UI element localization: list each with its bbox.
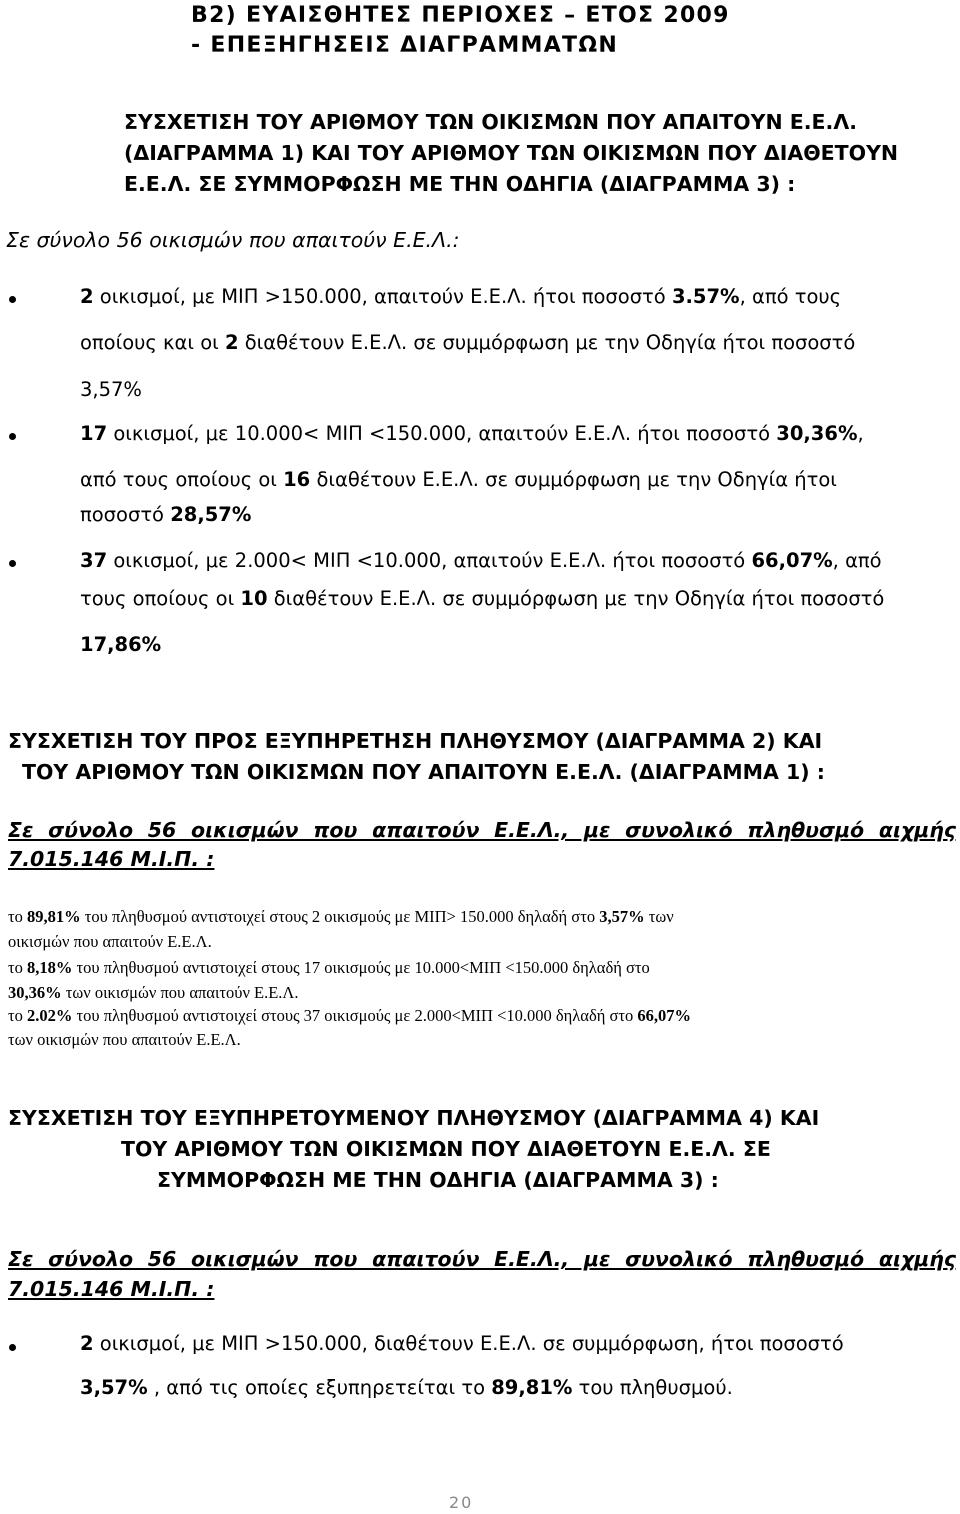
bullet-icon — [9, 560, 16, 567]
section3-heading-line1: ΣΥΣΧΕΤΙΣΗ ΤΟΥ ΕΞΥΠΗΡΕΤΟΥΜΕΝΟΥ ΠΛΗΘΥΣΜΟΥ (ΔΙΑΓΡΑΜΜΑ 4) ΚΑΙ — [8, 1106, 820, 1130]
section1-lead: Σε σύνολο 56 οικισμών που απαιτούν Ε.Ε.Λ.: — [6, 228, 460, 252]
section1-heading-line2: (ΔΙΑΓΡΑΜΜΑ 1) ΚΑΙ ΤΟΥ ΑΡΙΘΜΟΥ ΤΩΝ ΟΙΚΙΣΜΩΝ ΠΟΥ ΔΙΑΘΕΤΟΥΝ — [124, 141, 899, 165]
section2-lead-line2: 7.015.146 Μ.Ι.Π. : — [8, 847, 215, 871]
section3-lead-line2: 7.015.146 Μ.Ι.Π. : — [8, 1277, 215, 1301]
s1-bullet3-line3: 17,86% — [80, 633, 162, 656]
s2-paragraph3-line2: των οικισμών που απαιτούν Ε.Ε.Λ. — [8, 1030, 241, 1049]
s1-bullet3-line1: 37 οικισμοί, με 2.000< ΜΙΠ <10.000, απαιτούν Ε.Ε.Λ. ήτοι ποσοστό 66,07%, από — [80, 549, 882, 572]
s3-bullet-line1: 2 οικισμοί, με ΜΙΠ >150.000, διαθέτουν Ε.Ε.Λ. σε συμμόρφωση, ήτοι ποσοστό — [80, 1332, 844, 1355]
bullet-icon — [9, 1344, 16, 1351]
s1-bullet3-line2: τους οποίους οι 10 διαθέτουν Ε.Ε.Λ. σε συμμόρφωση με την Οδηγία ήτοι ποσοστό — [80, 587, 885, 610]
section3-heading-line3: ΣΥΜΜΟΡΦΩΣΗ ΜΕ ΤΗΝ ΟΔΗΓΙΑ (ΔΙΑΓΡΑΜΜΑ 3) : — [157, 1168, 719, 1192]
section2-heading-line1: ΣΥΣΧΕΤΙΣΗ ΤΟΥ ΠΡΟΣ ΕΞΥΠΗΡΕΤΗΣΗ ΠΛΗΘΥΣΜΟΥ (ΔΙΑΓΡΑΜΜΑ 2) ΚΑΙ — [8, 729, 823, 753]
section1-heading-line3: Ε.Ε.Λ. ΣΕ ΣΥΜΜΟΡΦΩΣΗ ΜΕ ΤΗΝ ΟΔΗΓΙΑ (ΔΙΑΓΡΑΜΜΑ 3) : — [124, 172, 796, 196]
s1-bullet2-line2: από τους οποίους οι 16 διαθέτουν Ε.Ε.Λ. σε συμμόρφωση με την Οδηγία ήτοι — [80, 468, 837, 491]
s2-paragraph1-line2: οικισμών που απαιτούν Ε.Ε.Λ. — [8, 932, 212, 951]
s2-paragraph3-line1: το 2.02% του πληθυσμού αντιστοιχεί στους 37 οικισμούς με 2.000<ΜΙΠ <10.000 δηλαδή στο 66,07% — [8, 1006, 692, 1025]
s2-paragraph2-line2: 30,36% των οικισμών που απαιτούν Ε.Ε.Λ. — [8, 983, 299, 1002]
section3-heading-line2: ΤΟΥ ΑΡΙΘΜΟΥ ΤΩΝ ΟΙΚΙΣΜΩΝ ΠΟΥ ΔΙΑΘΕΤΟΥΝ Ε.Ε.Λ. ΣΕ — [121, 1137, 771, 1161]
s1-bullet1-line1: 2 οικισμοί, με ΜΙΠ >150.000, απαιτούν Ε.Ε.Λ. ήτοι ποσοστό 3.57%, από τους — [80, 285, 842, 308]
s1-bullet2-line3: ποσοστό 28,57% — [80, 503, 252, 526]
document-title-line2: - ΕΠΕΞΗΓΗΣΕΙΣ ΔΙΑΓΡΑΜΜΑΤΩΝ — [191, 33, 619, 58]
s2-paragraph2-line1: το 8,18% του πληθυσμού αντιστοιχεί στους 17 οικισμούς με 10.000<ΜΙΠ <150.000 δηλαδή στο — [8, 958, 650, 977]
page-number: 20 — [449, 1493, 474, 1512]
document-title-line1: Β2) ΕΥΑΙΣΘΗΤΕΣ ΠΕΡΙΟΧΕΣ – ΕΤΟΣ 2009 — [191, 3, 730, 28]
bullet-icon — [9, 433, 16, 440]
section2-lead-line1: Σε σύνολο 56 οικισμών που απαιτούν Ε.Ε.Λ., με συνολικό πληθυσμό αιχμής — [8, 818, 956, 842]
section1-heading-line1: ΣΥΣΧΕΤΙΣΗ ΤΟΥ ΑΡΙΘΜΟΥ ΤΩΝ ΟΙΚΙΣΜΩΝ ΠΟΥ ΑΠΑΙΤΟΥΝ Ε.Ε.Λ. — [124, 110, 857, 134]
s1-bullet2-line1: 17 οικισμοί, με 10.000< ΜΙΠ <150.000, απαιτούν Ε.Ε.Λ. ήτοι ποσοστό 30,36%, — [80, 422, 864, 445]
s1-bullet1-line2: οποίους και οι 2 διαθέτουν Ε.Ε.Λ. σε συμμόρφωση με την Οδηγία ήτοι ποσοστό — [80, 331, 856, 354]
section2-heading-line2: ΤΟΥ ΑΡΙΘΜΟΥ ΤΩΝ ΟΙΚΙΣΜΩΝ ΠΟΥ ΑΠΑΙΤΟΥΝ Ε.Ε.Λ. (ΔΙΑΓΡΑΜΜΑ 1) : — [22, 760, 825, 784]
s1-bullet1-line3: 3,57% — [80, 378, 142, 401]
bullet-icon — [9, 296, 16, 303]
s3-bullet-line2: 3,57% , από τις οποίες εξυπηρετείται το 89,81% του πληθυσμού. — [80, 1376, 733, 1399]
s2-paragraph1-line1: το 89,81% του πληθυσμού αντιστοιχεί στους 2 οικισμούς με ΜΙΠ> 150.000 δηλαδή στο 3,57% των — [8, 907, 674, 926]
section3-lead-line1: Σε σύνολο 56 οικισμών που απαιτούν Ε.Ε.Λ., με συνολικό πληθυσμό αιχμής — [8, 1247, 956, 1271]
